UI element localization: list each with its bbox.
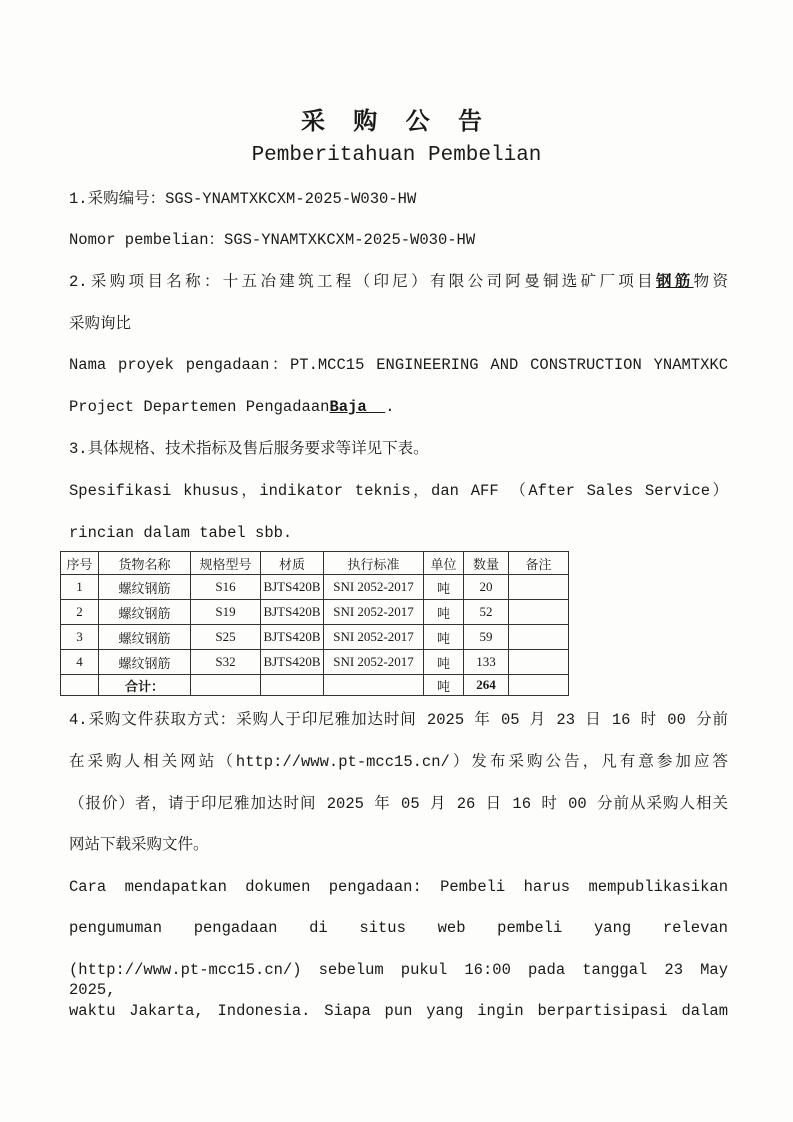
table-cell: 59: [464, 625, 509, 650]
project-dept-text: Project Departemen Pengadaan: [69, 398, 330, 416]
table-cell: 吨: [424, 600, 464, 625]
page-title: 采 购 公 告: [300, 106, 493, 135]
table-row: [61, 650, 569, 675]
doc-acquisition-id-4: waktu Jakarta, Indonesia. Siapa pun yang ingin berpartisipasi dalam: [69, 1002, 728, 1020]
table-row: [61, 625, 569, 650]
table-cell: [509, 650, 569, 675]
page-subtitle: Pemberitahuan Pembelian: [251, 144, 542, 167]
table-cell: 3: [61, 625, 99, 650]
table-cell: BJTS420B: [261, 625, 324, 650]
table-cell: BJTS420B: [261, 575, 324, 600]
total-qty: 264: [464, 675, 509, 696]
materials-table: [60, 551, 569, 696]
doc-acquisition-cn-3: （报价）者，请于印尼雅加达时间 2025 年 05 月 26 日 16 时 00 分前从采购人相关: [69, 795, 728, 813]
table-cell: 2: [61, 600, 99, 625]
table-cell: 吨: [424, 575, 464, 600]
table-cell: [509, 575, 569, 600]
procurement-number-cn: 1.采购编号：SGS-YNAMTXKCXM-2025-W030-HW: [69, 190, 417, 208]
table-cell: 螺纹钢筋: [99, 625, 191, 650]
project-name-id-cont: [69, 397, 728, 417]
table-cell: SNI 2052-2017: [324, 600, 424, 625]
doc-acquisition-cn-1: 4.采购文件获取方式：采购人于印尼雅加达时间 2025 年 05 月 23 日 16 时 00 分前: [69, 711, 728, 729]
doc-acquisition-id-3: (http://www.pt-mcc15.cn/) sebelum pukul 16:00 pada tanggal 23 May 2025,: [69, 961, 728, 999]
table-cell: SNI 2052-2017: [324, 575, 424, 600]
table-cell: 133: [464, 650, 509, 675]
project-name-text: 2.采购项目名称：十五冶建筑工程（印尼）有限公司阿曼铜选矿厂项目: [69, 273, 656, 291]
table-cell: 20: [464, 575, 509, 600]
table-cell: BJTS420B: [261, 600, 324, 625]
table-cell: 螺纹钢筋: [99, 600, 191, 625]
table-row: [61, 600, 569, 625]
project-name-suffix: 物资: [693, 273, 728, 291]
project-name-cn: [69, 272, 728, 292]
table-header: 数量: [464, 552, 509, 575]
doc-acquisition-id-2: pengumuman pengadaan di situs web pembeli yang relevan: [69, 919, 728, 937]
table-header: 单位: [424, 552, 464, 575]
table-cell: S16: [191, 575, 261, 600]
total-unit: 吨: [424, 675, 464, 696]
doc-acquisition-cn-2: 在采购人相关网站（http://www.pt-mcc15.cn/）发布采购公告，凡有意参加应答: [69, 753, 728, 771]
table-cell: SNI 2052-2017: [324, 625, 424, 650]
table-cell: S19: [191, 600, 261, 625]
procurement-number-id: Nomor pembelian：SGS-YNAMTXKCXM-2025-W030-HW: [69, 231, 476, 249]
doc-acquisition-cn-4: 网站下载采购文件。: [69, 836, 209, 854]
table-header: 执行标准: [324, 552, 424, 575]
table-cell: 吨: [424, 650, 464, 675]
table-cell: S25: [191, 625, 261, 650]
spec-note-cn: 3.具体规格、技术指标及售后服务要求等详见下表。: [69, 440, 429, 458]
project-item-underlined-id: Baja: [329, 398, 386, 416]
table-header: 规格型号: [191, 552, 261, 575]
total-label: 合计：: [99, 675, 191, 696]
table-total-row: [61, 675, 569, 696]
table-row: [61, 575, 569, 600]
project-item-underlined: 钢筋: [655, 273, 694, 291]
project-dept-period: .: [385, 398, 395, 416]
project-name-id: Nama proyek pengadaan：PT.MCC15 ENGINEERING AND CONSTRUCTION YNAMTXKC: [69, 356, 728, 374]
table-cell: 螺纹钢筋: [99, 575, 191, 600]
doc-acquisition-id-1: Cara mendapatkan dokumen pengadaan: Pembeli harus mempublikasikan: [69, 878, 728, 896]
table-cell: BJTS420B: [261, 650, 324, 675]
project-name-cn-cont: 采购询比: [69, 315, 132, 333]
table-cell: 1: [61, 575, 99, 600]
spec-note-id-cont: rincian dalam tabel sbb.: [69, 524, 293, 542]
table-header: 材质: [261, 552, 324, 575]
table-cell: S32: [191, 650, 261, 675]
table-header-row: [61, 552, 569, 575]
spec-note-id: Spesifikasi khusus，indikator teknis，dan AFF （After Sales Service）: [69, 482, 728, 500]
table-header: 序号: [61, 552, 99, 575]
table-header: 备注: [509, 552, 569, 575]
table-cell: 52: [464, 600, 509, 625]
table-cell: 4: [61, 650, 99, 675]
table-header: 货物名称: [99, 552, 191, 575]
table-cell: [509, 625, 569, 650]
table-cell: 吨: [424, 625, 464, 650]
table-cell: 螺纹钢筋: [99, 650, 191, 675]
table-cell: [509, 600, 569, 625]
table-cell: SNI 2052-2017: [324, 650, 424, 675]
